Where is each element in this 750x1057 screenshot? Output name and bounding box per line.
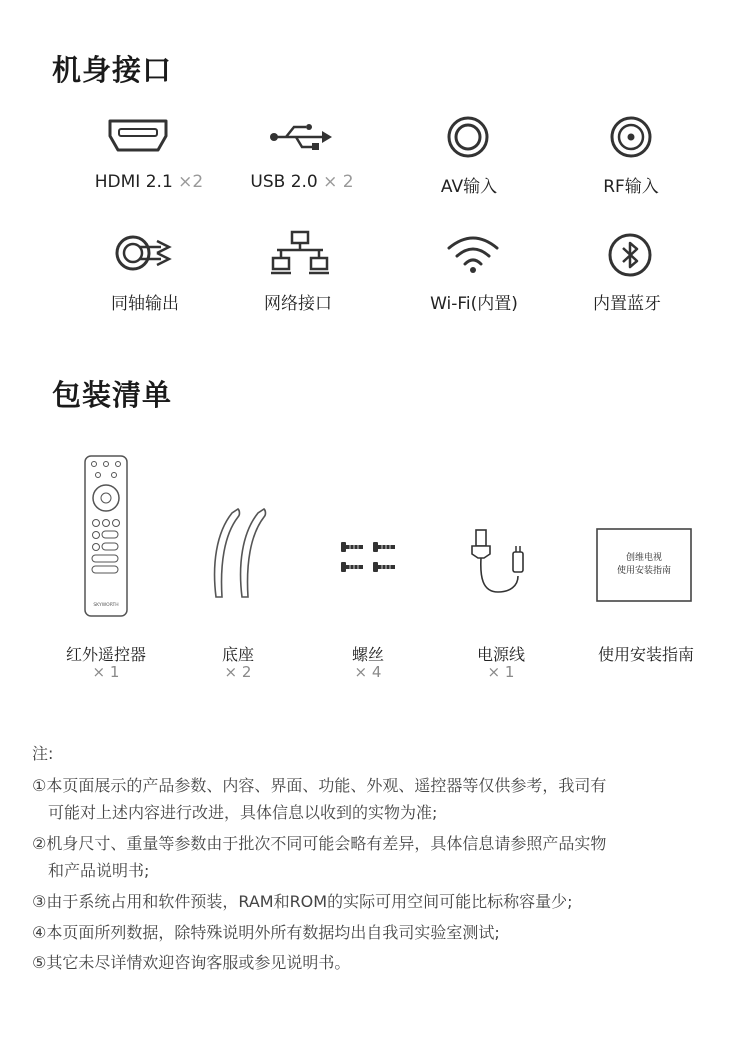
package-qty-screws: × 4 — [354, 663, 382, 681]
package-label-remote: 红外遥控器 — [65, 645, 147, 664]
wifi-icon — [445, 234, 501, 274]
ports-section-title: 机身接口 — [52, 53, 173, 87]
port-label-av: AV输入 — [440, 177, 498, 197]
usb-icon — [268, 122, 336, 152]
note-line-3: ③由于系统占用和软件预装，RAM和ROM的实际可用空间可能比标称容量少; — [32, 892, 573, 911]
remote-control-icon — [84, 455, 128, 617]
power-cable-icon — [470, 526, 530, 598]
stand-icon — [206, 505, 274, 601]
note-line-4: ④本页面所列数据，除特殊说明外所有数据均出自我司实验室测试; — [32, 923, 500, 942]
manual-title-line1: 创维电视 — [625, 553, 663, 563]
note-line-5: ⑤其它未尽详情欢迎咨询客服或参见说明书。 — [32, 953, 351, 972]
port-label-hdmi: HDMI 2.1 ×2 — [94, 172, 204, 192]
note-line-2: ②机身尺寸、重量等参数由于批次不同可能会略有差异，具体信息请参照产品实物 — [32, 834, 607, 853]
network-icon — [271, 230, 329, 276]
port-label-network: 网络接口 — [264, 294, 332, 314]
note-line-1-cont: 可能对上述内容进行改进，具体信息以收到的实物为准; — [48, 803, 438, 822]
hdmi-icon — [107, 118, 169, 154]
screws-icon — [340, 540, 398, 574]
note-line-1: ①本页面展示的产品参数、内容、界面、功能、外观、遥控器等仅供参考，我司有 — [32, 776, 607, 795]
port-label-bluetooth: 内置蓝牙 — [593, 294, 661, 314]
note-line-2-cont: 和产品说明书; — [48, 861, 150, 880]
manual-icon — [596, 528, 692, 602]
manual-title-line2: 使用安装指南 — [616, 566, 672, 576]
notes-heading: 注: — [32, 744, 54, 763]
package-label-manual: 使用安装指南 — [597, 645, 695, 664]
bluetooth-icon — [607, 232, 653, 278]
port-label-usb: USB 2.0 × 2 — [250, 172, 354, 192]
port-label-wifi: Wi-Fi(内置) — [430, 294, 518, 314]
package-label-screws: 螺丝 — [351, 645, 385, 664]
port-label-coax: 同轴输出 — [111, 294, 179, 314]
package-label-power: 电源线 — [476, 645, 526, 664]
coax-icon — [113, 232, 175, 274]
port-label-rf: RF输入 — [603, 177, 659, 197]
rf-icon — [609, 115, 653, 159]
package-section-title: 包装清单 — [52, 378, 173, 412]
package-qty-stand: × 2 — [224, 663, 252, 681]
av-icon — [446, 115, 490, 159]
package-label-stand: 底座 — [221, 645, 255, 664]
package-qty-power: × 1 — [487, 663, 515, 681]
remote-brand-text: SKYWORTH — [93, 603, 119, 608]
package-qty-remote: × 1 — [92, 663, 120, 681]
